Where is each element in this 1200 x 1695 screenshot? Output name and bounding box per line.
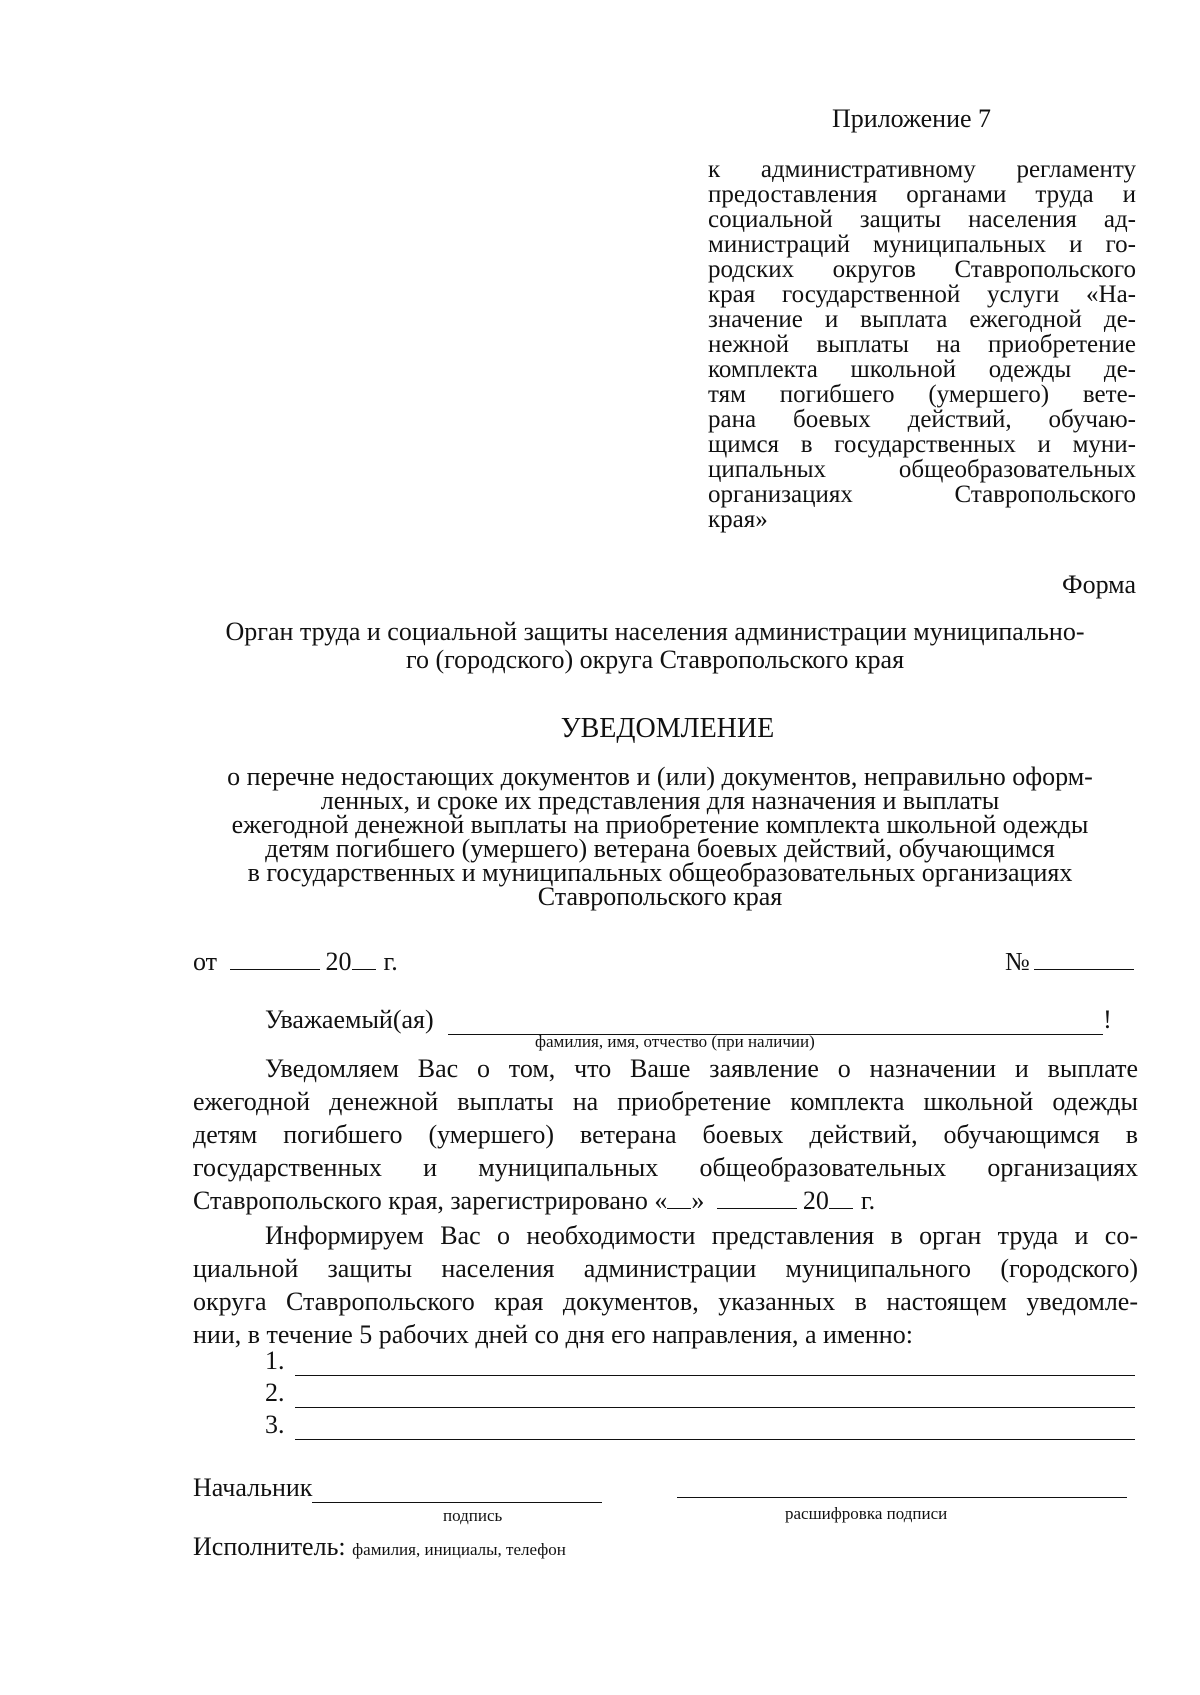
appendix-line: рана боевых действий, обучаю- bbox=[708, 406, 1136, 433]
document-item-field[interactable] bbox=[295, 1383, 1135, 1408]
subtitle-line: о перечне недостающих документов и (или) документов, неправильно оформ- bbox=[227, 762, 1093, 791]
date-row bbox=[193, 947, 398, 977]
date-year-suffix: г. bbox=[383, 947, 398, 976]
subtitle-line: в государственных и муниципальных общеобразовательных организациях bbox=[247, 858, 1073, 887]
paragraph-line: Уведомляем Вас о том, что Ваше заявление о назначении и выплате bbox=[265, 1054, 1138, 1083]
appendix-line: тям погибшего (умершего) вете- bbox=[708, 381, 1136, 408]
item-number: 1. bbox=[265, 1346, 285, 1375]
appendix-line: организациях Ставропольского bbox=[708, 481, 1136, 508]
greeting-exclamation: ! bbox=[1103, 1005, 1112, 1034]
paragraph-line: нии, в течение 5 рабочих дней со дня его направления, а именно: bbox=[193, 1320, 913, 1349]
appendix-title: Приложение 7 bbox=[832, 104, 992, 133]
notice-title: УВЕДОМЛЕНИЕ bbox=[560, 713, 775, 744]
signature-decoding-field[interactable] bbox=[677, 1497, 1127, 1498]
subtitle-line: ленных, и сроке их представления для назначения и выплаты bbox=[320, 786, 1000, 815]
documents-paragraph bbox=[193, 1219, 1138, 1351]
appendix-line: значение и выплата ежегодной де- bbox=[708, 306, 1136, 333]
document-item bbox=[265, 1346, 1135, 1376]
recipient-name-caption: фамилия, имя, отчество (при наличии) bbox=[535, 1032, 815, 1051]
paragraph-line: Информируем Вас о необходимости представления в орган труда и со- bbox=[265, 1221, 1138, 1250]
appendix-line: социальной защиты населения ад- bbox=[708, 206, 1136, 233]
appendix-line: комплекта школьной одежды де- bbox=[708, 356, 1136, 383]
number-field[interactable] bbox=[1034, 947, 1134, 970]
number-label: № bbox=[1005, 947, 1030, 976]
document-item-field[interactable] bbox=[295, 1415, 1135, 1440]
paragraph-line bbox=[193, 1184, 1138, 1217]
appendix-line: щимся в государственных и муни- bbox=[708, 431, 1136, 458]
registration-month-field[interactable] bbox=[717, 1186, 797, 1209]
appendix-line: ципальных общеобразовательных bbox=[708, 456, 1136, 483]
authority-line: Орган труда и социальной защиты населения администрации муниципально- bbox=[225, 617, 1085, 646]
signature-decoding-caption: расшифровка подписи bbox=[785, 1504, 948, 1523]
chief-label: Начальник bbox=[193, 1473, 313, 1502]
notice-subtitle bbox=[180, 762, 1140, 911]
greeting-label: Уважаемый(ая) bbox=[265, 1005, 434, 1034]
registration-day-field[interactable] bbox=[667, 1186, 691, 1209]
subtitle-line: детям погибшего (умершего) ветерана боевых действий, обучающимся bbox=[265, 834, 1055, 863]
chief-signature-field[interactable] bbox=[312, 1476, 602, 1503]
paragraph-line: ежегодной денежной выплаты на приобретение комплекта школьной одежды bbox=[193, 1087, 1138, 1116]
registration-year-field[interactable] bbox=[829, 1186, 853, 1209]
signature-caption: подпись bbox=[443, 1506, 503, 1525]
registration-paragraph bbox=[193, 1052, 1138, 1217]
registration-year-prefix: 20 bbox=[802, 1186, 829, 1215]
paragraph-line: детям погибшего (умершего) ветерана боевых действий, обучающимся в bbox=[193, 1120, 1138, 1149]
appendix-line: к административному регламенту bbox=[708, 156, 1136, 183]
registration-year-suffix: г. bbox=[860, 1186, 876, 1215]
paragraph-line: циальной защиты населения администрации муниципального (городского) bbox=[193, 1254, 1138, 1283]
number-row bbox=[1005, 947, 1134, 977]
paragraph-line: государственных и муниципальных общеобразовательных организациях bbox=[193, 1153, 1138, 1182]
form-label: Форма bbox=[1062, 570, 1136, 599]
appendix-line: предоставления органами труда и bbox=[708, 181, 1136, 208]
date-from-label: от bbox=[193, 947, 218, 976]
document-item bbox=[265, 1378, 1135, 1408]
document-item bbox=[265, 1410, 1135, 1440]
subtitle-line: Ставропольского края bbox=[537, 882, 783, 911]
document-item-field[interactable] bbox=[295, 1351, 1135, 1376]
authority-name bbox=[160, 618, 1150, 674]
paragraph-line: округа Ставропольского края документов, указанных в настоящем уведомле- bbox=[193, 1287, 1138, 1316]
registration-prefix: Ставропольского края, зарегистрировано « bbox=[193, 1186, 668, 1215]
appendix-line: нежной выплаты на приобретение bbox=[708, 331, 1136, 358]
authority-line: го (городского) округа Ставропольского края bbox=[405, 645, 905, 674]
subtitle-line: ежегодной денежной выплаты на приобретение комплекта школьной одежды bbox=[231, 810, 1089, 839]
item-number: 2. bbox=[265, 1378, 285, 1407]
greeting-row bbox=[265, 1005, 1112, 1035]
executor-caption: фамилия, инициалы, телефон bbox=[352, 1540, 566, 1559]
executor-row bbox=[193, 1532, 566, 1562]
item-number: 3. bbox=[265, 1410, 285, 1439]
date-year-prefix: 20 bbox=[325, 947, 352, 976]
executor-label: Исполнитель: bbox=[193, 1532, 346, 1561]
appendix-line: родских округов Ставропольского bbox=[708, 256, 1136, 283]
date-year-field[interactable] bbox=[352, 947, 376, 970]
appendix-line: края» bbox=[708, 506, 768, 533]
registration-quote-close: » bbox=[691, 1186, 705, 1215]
date-day-month-field[interactable] bbox=[230, 947, 320, 970]
chief-signature-row bbox=[193, 1473, 602, 1503]
appendix-line: края государственной услуги «На- bbox=[708, 281, 1136, 308]
appendix-line: министраций муниципальных и го- bbox=[708, 231, 1136, 258]
appendix-body bbox=[708, 157, 1136, 532]
